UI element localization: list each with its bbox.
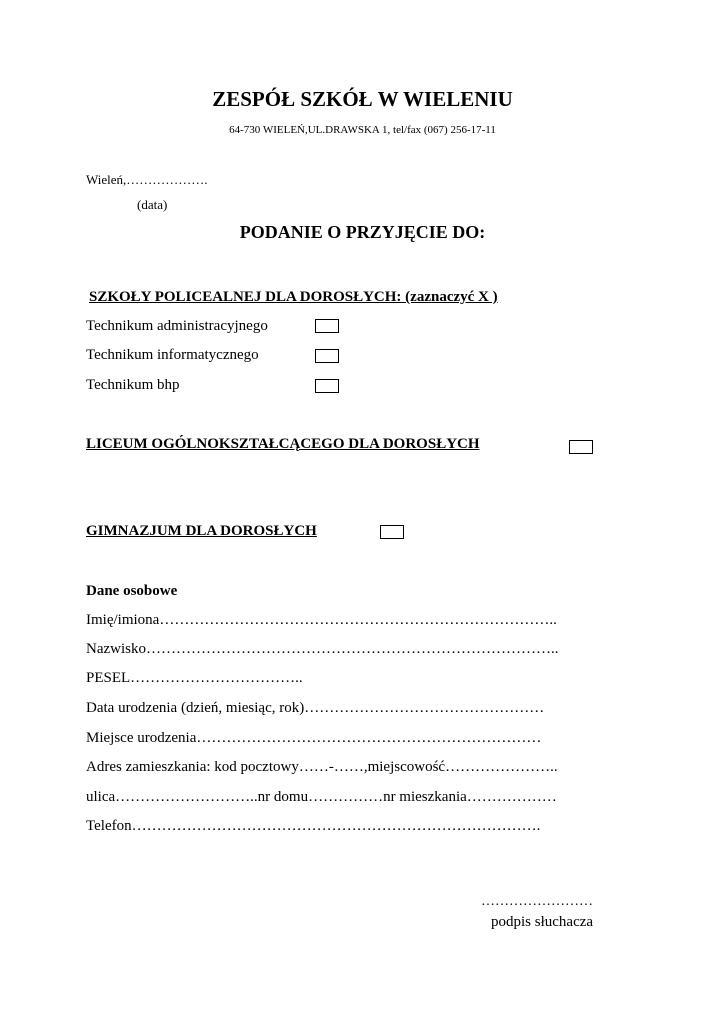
field-first-name[interactable]: Imię/imiona…………………………………………………………………….. xyxy=(86,612,557,628)
policealna-heading: SZKOŁY POLICEALNEJ DLA DOROSŁYCH: (zaznaczyć X ) xyxy=(89,289,498,305)
signature-label: podpis słuchacza xyxy=(491,914,594,930)
field-birth-place[interactable]: Miejsce urodzenia…………………………………………………………… xyxy=(86,730,542,746)
checkbox-informatyczne[interactable] xyxy=(315,349,339,363)
personal-data-heading: Dane osobowe xyxy=(86,583,178,599)
option-label-administracyjne: Technikum administracyjnego xyxy=(86,318,268,334)
liceum-heading: LICEUM OGÓLNOKSZTAŁCĄCEGO DLA DOROSŁYCH xyxy=(86,436,480,452)
date-hint: (data) xyxy=(137,197,168,212)
field-pesel[interactable]: PESEL…………………………….. xyxy=(86,670,303,686)
form-title: PODANIE O PRZYJĘCIE DO: xyxy=(239,222,486,242)
checkbox-bhp[interactable] xyxy=(315,379,339,393)
option-label-bhp: Technikum bhp xyxy=(86,377,180,393)
school-name: ZESPÓŁ SZKÓŁ W WIELENIU xyxy=(212,87,513,111)
option-label-informatyczne: Technikum informatycznego xyxy=(86,347,259,363)
field-street[interactable]: ulica………………………..nr domu……………nr mieszkania……………… xyxy=(86,789,557,805)
field-phone[interactable]: Telefon………………………………………………………………………. xyxy=(86,818,541,834)
gimnazjum-heading: GIMNAZJUM DLA DOROSŁYCH xyxy=(86,523,317,539)
checkbox-administracyjne[interactable] xyxy=(315,319,339,333)
signature-line[interactable]: …………………… xyxy=(481,894,593,909)
checkbox-liceum[interactable] xyxy=(569,440,593,454)
field-surname[interactable]: Nazwisko……………………………………………………………………….. xyxy=(86,641,559,657)
checkbox-gimnazjum[interactable] xyxy=(380,525,404,539)
field-birth-date[interactable]: Data urodzenia (dzień, miesiąc, rok)………………………………………… xyxy=(86,700,545,716)
field-address[interactable]: Adres zamieszkania: kod pocztowy……-……,miejscowość………………….. xyxy=(86,759,558,775)
school-address: 64-730 WIELEŃ,UL.DRAWSKA 1, tel/fax (067) 256-17-11 xyxy=(229,124,496,136)
place-date-line: Wieleń,………………. xyxy=(86,172,208,187)
